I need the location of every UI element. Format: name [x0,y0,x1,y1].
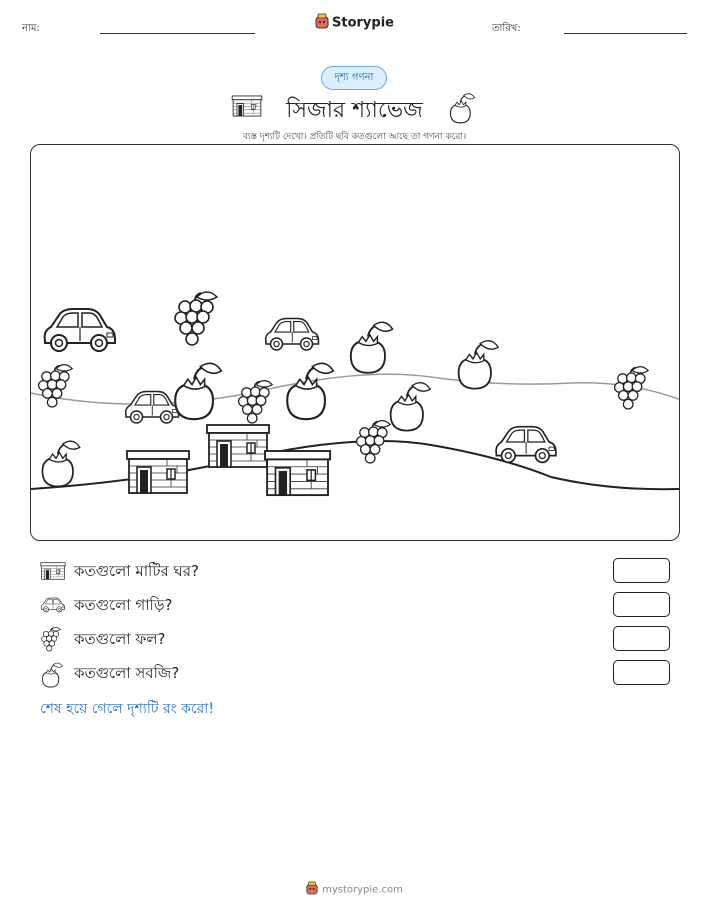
counting-scene[interactable] [30,144,680,541]
grapes-3 [239,381,273,423]
date-label: তারিখ: [492,23,521,34]
question-text: কতগুলো সবজি? [74,664,180,682]
question-row [40,558,680,584]
answer-box[interactable] [613,626,670,651]
instructions: ব্যস্ত দৃশ্যটি দেখো। প্রতিটি ছবি কতগুলো আছে তা গণনা করো। [242,132,467,142]
brand-name: Storypie [332,15,394,31]
brand-logo [0,13,709,33]
car-1 [45,309,115,351]
storypie-footer-icon [306,881,318,898]
name-label: নাম: [22,23,40,34]
answer-box[interactable] [613,660,670,685]
grapes-1 [175,292,217,345]
answer-box[interactable] [613,592,670,617]
car-3 [126,392,179,424]
grapes-2 [39,365,73,407]
activity-badge: দৃশ্য গণনা [321,66,387,90]
tomato-6 [42,441,79,486]
scene-illustration [31,145,680,541]
question-text: কতগুলো মাটির ঘর? [74,562,200,580]
grapes-5 [615,367,649,409]
storypie-logo-icon [315,13,329,33]
question-row [40,626,680,652]
tomato-5 [391,383,431,431]
finish-note: শেষ হয়ে গেলে দৃশ্যটি রং করো! [40,701,214,717]
car-4 [496,427,556,463]
footer [0,881,709,898]
back-hill-line [31,374,680,404]
grapes-icon [40,626,66,652]
footer-url[interactable]: mystorypie.com [322,884,403,896]
answer-box[interactable] [613,558,670,583]
mud-house-1 [127,451,189,493]
tomato-icon [40,660,66,686]
tomato-1 [175,363,221,419]
name-line[interactable] [100,33,255,34]
title-tomato-icon [448,90,476,128]
mud-house-3 [265,451,330,495]
question-row [40,592,680,618]
tomato-3 [351,322,393,373]
mud-house-icon [40,558,66,584]
question-row [40,660,680,686]
tomato-2 [287,363,333,419]
question-text: কতগুলো গাড়ি? [74,596,173,614]
date-line[interactable] [564,33,687,34]
car-icon [40,592,66,618]
mud-house-2 [207,425,269,467]
question-text: কতগুলো ফল? [74,630,166,648]
car-2 [266,319,319,351]
tomato-4 [459,341,499,389]
page-title: সিজার শ্যাভেজ [286,98,423,123]
